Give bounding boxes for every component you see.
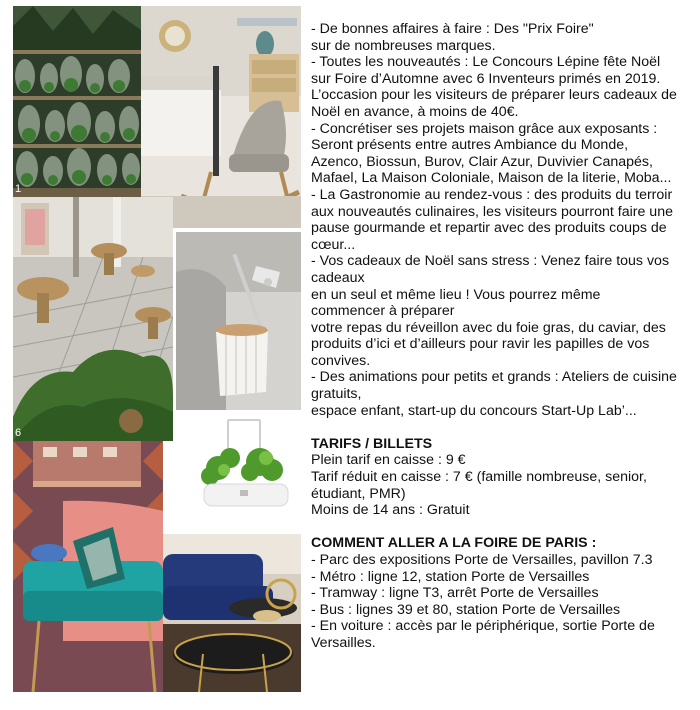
article-line: cœur...: [311, 236, 356, 253]
access-line: Versailles.: [311, 634, 376, 651]
access-line: - En voiture : accès par le périphérique, sortie Porte de: [311, 618, 655, 635]
article-line: en un seul et même lieu ! Vous pourrez même: [311, 286, 601, 303]
photo-herb-garden: [176, 410, 301, 534]
article-line: sur Foire d’Automne avec 6 Inventeurs primés en 2019.: [311, 70, 661, 87]
photo-terrariums: [13, 6, 141, 197]
photo-label-6: 6: [15, 427, 22, 439]
spacer: [311, 519, 691, 536]
article-line: produits d’ici et d’ailleurs pour ravir les papilles de vos: [311, 336, 650, 353]
article-line: pause gourmande et repartir avec des produits coups de: [311, 220, 667, 237]
article-line: commencer à préparer: [311, 303, 455, 320]
article-line: Noël en avance, à moins de 40€.: [311, 103, 519, 120]
tarif-line: Tarif réduit en caisse : 7 € (famille nombreuse, senior,: [311, 469, 647, 486]
article-line: espace enfant, start-up du concours Start-Up Lab’...: [311, 402, 637, 419]
access-line: - Bus : lignes 39 et 80, station Porte de Versailles: [311, 601, 621, 618]
article-line: - De bonnes affaires à faire : Des "Prix Foire": [311, 21, 594, 37]
article-line: gratuits,: [311, 386, 362, 403]
access-line: - Métro : ligne 12, station Porte de Versailles: [311, 568, 590, 585]
article-line: L’occasion pour les visiteurs de préparer leurs cadeaux de: [311, 87, 677, 104]
tarifs-heading: TARIFS / BILLETS: [311, 435, 433, 452]
article-line: Mafael, La Maison Coloniale, Maison de la literie, Moba...: [311, 170, 672, 187]
photo-mushroom-display: [13, 197, 173, 441]
photo-rocking-chair: [141, 6, 301, 228]
article-line: - Vos cadeaux de Noël sans stress : Venez faire tous vos: [311, 253, 670, 270]
article-line: - Toutes les nouveautés : Le Concours Lépine fête Noël: [311, 54, 661, 71]
spacer: [311, 419, 691, 436]
article-line: - Concrétiser ses projets maison grâce aux exposants :: [311, 120, 658, 137]
article-line: Azenco, Biossun, Burov, Clair Azur, Duvivier Canapés,: [311, 153, 653, 170]
photo-teal-bench: [13, 441, 163, 692]
article-text: [311, 21, 691, 652]
photo-blue-sofa: [163, 534, 301, 692]
article-line: Seront présents entre autres Ambiance du Monde,: [311, 137, 629, 154]
photo-lamp: [176, 232, 301, 410]
tarif-line: Moins de 14 ans : Gratuit: [311, 502, 470, 519]
article-line: - La Gastronomie au rendez-vous : des produits du terroir: [311, 186, 673, 203]
tarif-line: Plein tarif en caisse : 9 €: [311, 452, 466, 469]
article-line: convives.: [311, 352, 371, 369]
article-line: cadeaux: [311, 269, 365, 286]
photo-collage: [13, 6, 301, 692]
access-line: - Tramway : ligne T3, arrêt Porte de Versailles: [311, 585, 599, 602]
article-line: aux nouveautés culinaires, les visiteurs pourront faire une: [311, 203, 673, 220]
photo-label-1: 1: [15, 183, 22, 195]
access-line: - Parc des expositions Porte de Versailles, pavillon 7.3: [311, 552, 653, 568]
tarif-line: étudiant, PMR): [311, 485, 406, 502]
article-line: votre repas du réveillon avec du foie gras, du caviar, des: [311, 319, 666, 336]
article-line: sur de nombreuses marques.: [311, 37, 496, 54]
access-heading: COMMENT ALLER A LA FOIRE DE PARIS :: [311, 535, 597, 552]
article-line: - Des animations pour petits et grands : Ateliers de cuisine: [311, 369, 677, 386]
